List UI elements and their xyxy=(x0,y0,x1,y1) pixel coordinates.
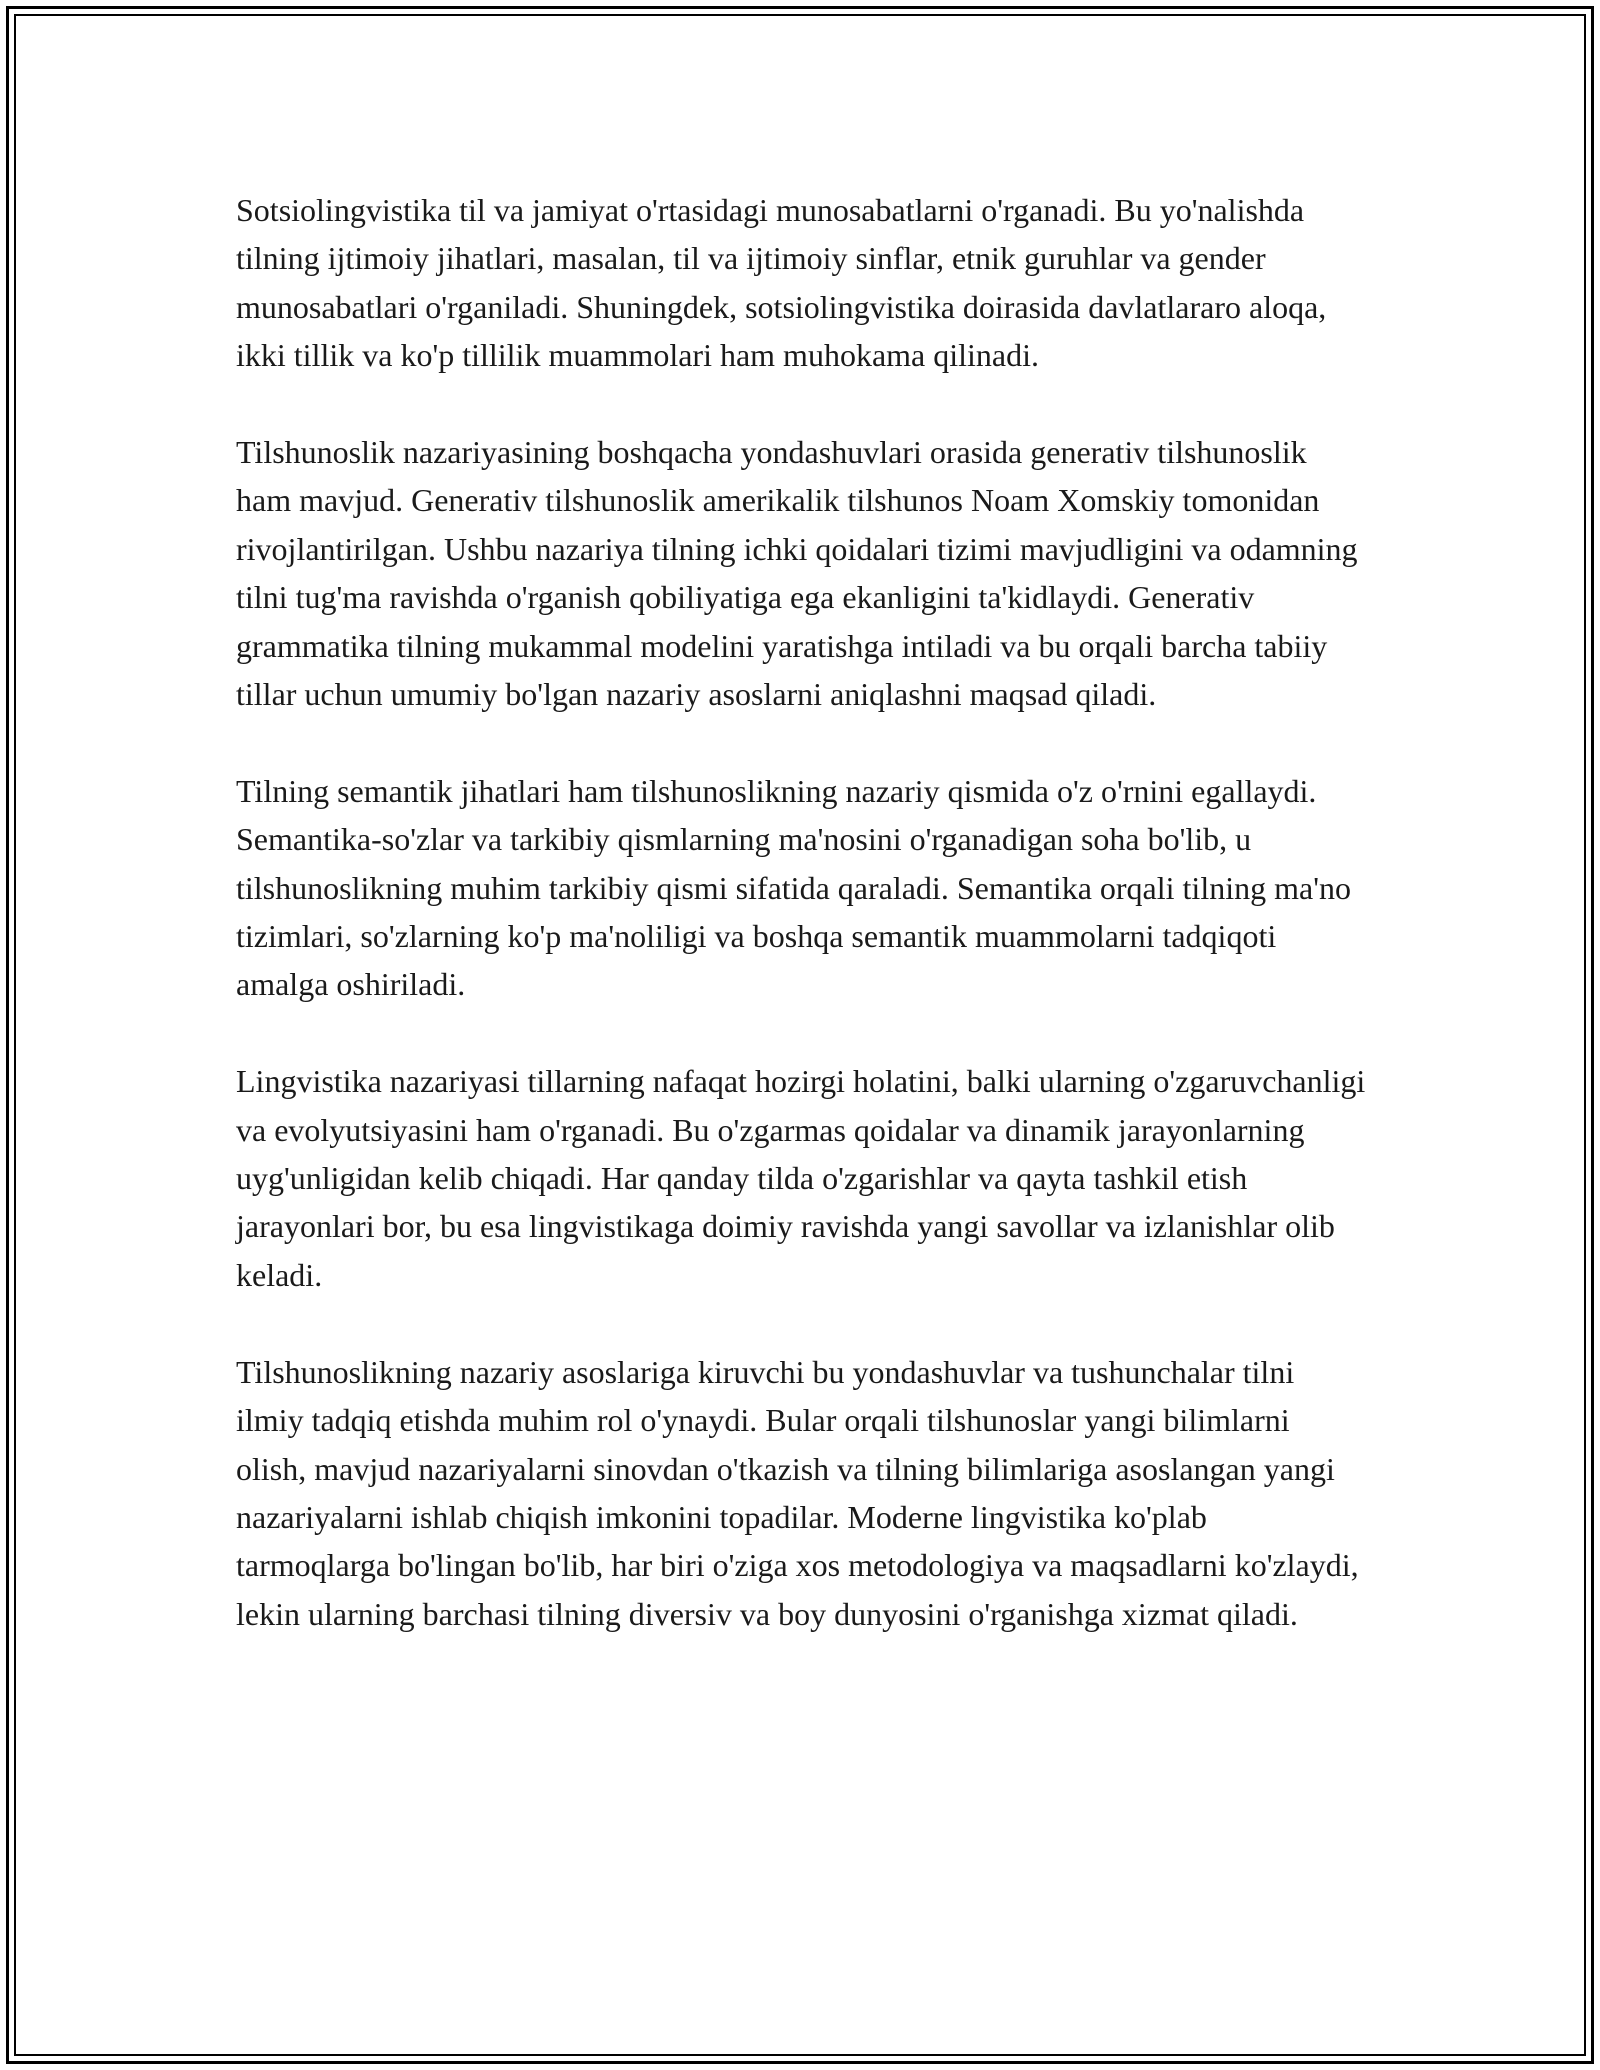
paragraph-sociolinguistics: Sotsiolingvistika til va jamiyat o'rtasidagi munosabatlarni o'rganadi. Bu yo'nalishda tilning ijtimoiy jihatlari, masalan, til va ijtimoiy sinflar, etnik guruhlar va gender munosabatlari o'rganiladi. Shuningdek, sotsiolingvistika doirasida davlatlararo aloqa, ikki tillik va ko'p tillilik muammolari ham muhokama qilinadi. xyxy=(236,192,1327,374)
paragraph-language-evolution: Lingvistika nazariyasi tillarning nafaqat hozirgi holatini, balki ularning o'zgaruvchanligi va evolyutsiyasini ham o'rganadi. Bu o'zgarmas qoidalar va dinamik jarayonlarning uyg'unligidan kelib chiqadi. Har qanday tilda o'zgarishlar va qayta tashkil etish jarayonlari bor, bu esa lingvistikaga doimiy ravishda yangi savollar va izlanishlar olib keladi. xyxy=(236,1063,1366,1293)
paragraph-generative-linguistics: Tilshunoslik nazariyasining boshqacha yondashuvlari orasida generativ tilshunoslik ham mavjud. Generativ tilshunoslik amerikalik tilshunos Noam Xomskiy tomonidan rivojlantirilgan. Ushbu nazariya tilning ichki qoidalari tizimi mavjudligini va odamning tilni tug'ma ravishda o'rganish qobiliyatiga ega ekanligini ta'kidlaydi. Generativ grammatika tilning mukammal modelini yaratishga intiladi va bu orqali barcha tabiiy tillar uchun umumiy bo'lgan nazariy asoslarni aniqlashni maqsad qiladi. xyxy=(236,434,1358,713)
document-body xyxy=(236,186,1366,1687)
paragraph-semantics: Tilning semantik jihatlari ham tilshunoslikning nazariy qismida o'z o'rnini egallaydi. Semantika-so'zlar va tarkibiy qismlarning ma'nosini o'rganadigan soha bo'lib, u tilshunoslikning muhim tarkibiy qismi sifatida qaraladi. Semantika orqali tilning ma'no tizimlari, so'zlarning ko'p ma'noliligi va boshqa semantik muammolarni tadqiqoti amalga oshiriladi. xyxy=(236,772,1351,1003)
paragraph-conclusion: Tilshunoslikning nazariy asoslariga kiruvchi bu yondashuvlar va tushunchalar tilni ilmiy tadqiq etishda muhim rol o'ynaydi. Bular orqali tilshunoslar yangi bilimlarni olish, mavjud nazariyalarni sinovdan o'tkazish va tilning bilimlariga asoslangan yangi nazariyalarni ishlab chiqish imkonini topadilar. Moderne lingvistika ko'plab tarmoqlarga bo'lingan bo'lib, har biri o'ziga xos metodologiya va maqsadlarni ko'zlaydi, lekin ularning barchasi tilning diversiv va boy dunyosini o'rganishga xizmat qiladi. xyxy=(236,1353,1359,1632)
